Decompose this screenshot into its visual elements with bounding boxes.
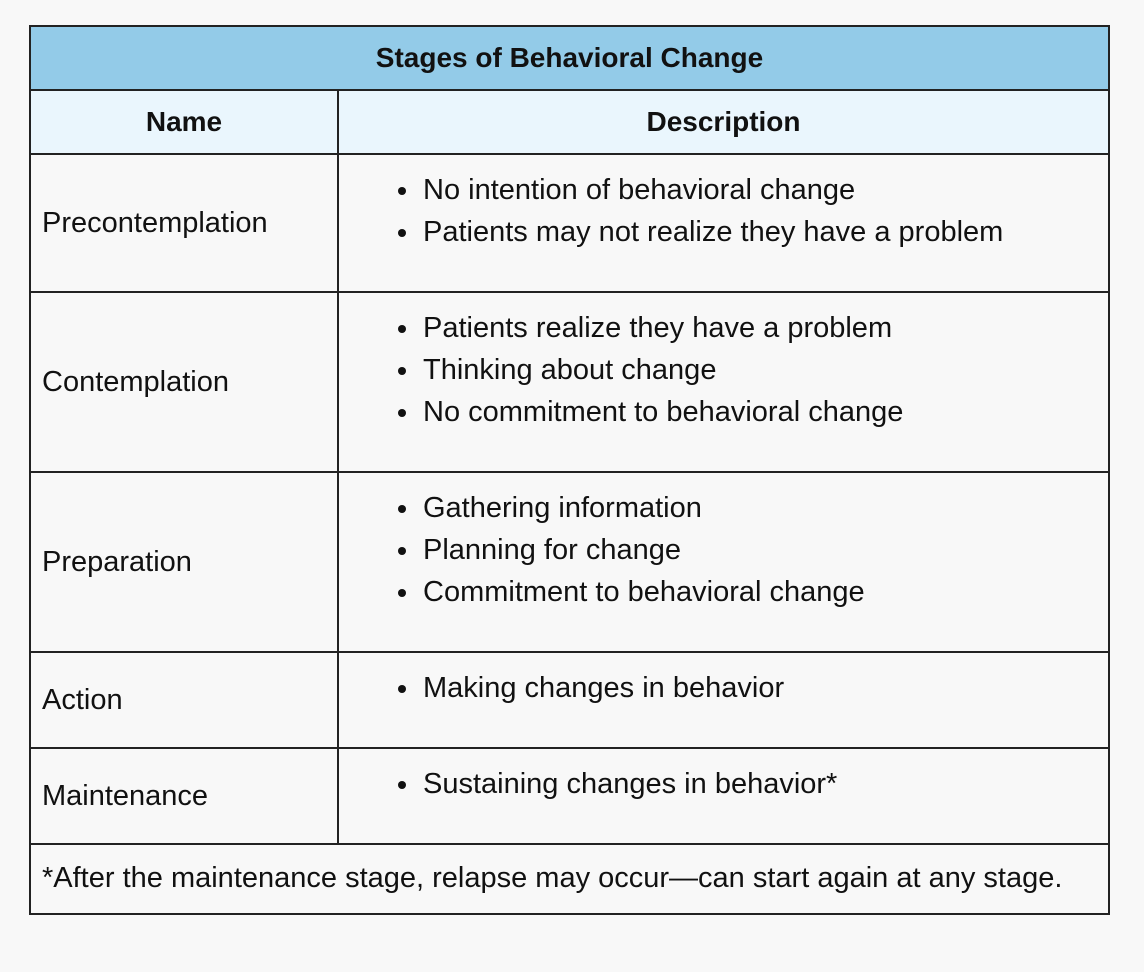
stage-description	[339, 155, 1108, 291]
bullet-list	[339, 307, 1108, 433]
stage-name: Action	[31, 653, 339, 747]
table-row-preparation	[31, 473, 1108, 653]
list-item: • No intention of behavioral change	[421, 169, 1108, 211]
list-item: • Gathering information	[421, 487, 1108, 529]
list-item: • Sustaining changes in behavior*	[421, 763, 1108, 805]
stage-name: Precontemplation	[31, 155, 339, 291]
bullet-list	[339, 169, 1108, 253]
list-item: • Making changes in behavior	[421, 667, 1108, 709]
header-name: Name	[31, 91, 339, 153]
stage-description	[339, 293, 1108, 471]
table-row-maintenance	[31, 749, 1108, 845]
bullet-list	[339, 667, 1108, 709]
bullet-list	[339, 487, 1108, 613]
stage-name: Contemplation	[31, 293, 339, 471]
stage-name: Maintenance	[31, 749, 339, 843]
table-header-row	[31, 91, 1108, 155]
table-row-action	[31, 653, 1108, 749]
stage-description	[339, 749, 1108, 843]
header-description: Description	[646, 106, 801, 137]
stage-description	[339, 653, 1108, 747]
list-item: • Planning for change	[421, 529, 1108, 571]
table-footnote: *After the maintenance stage, relapse may occur—can start again at any stage.	[42, 862, 1063, 894]
table-title: Stages of Behavioral Change	[31, 27, 1108, 91]
table-row-precontemplation	[31, 155, 1108, 293]
stages-table	[29, 25, 1110, 915]
list-item: • Patients realize they have a problem	[421, 307, 1108, 349]
table-row-contemplation	[31, 293, 1108, 473]
list-item: • Commitment to behavioral change	[421, 571, 1108, 613]
list-item: • Patients may not realize they have a problem	[421, 211, 1108, 253]
stage-name: Preparation	[31, 473, 339, 651]
list-item: • Thinking about change	[421, 349, 1108, 391]
bullet-list	[339, 763, 1108, 805]
list-item: • No commitment to behavioral change	[421, 391, 1108, 433]
stage-description	[339, 473, 1108, 651]
